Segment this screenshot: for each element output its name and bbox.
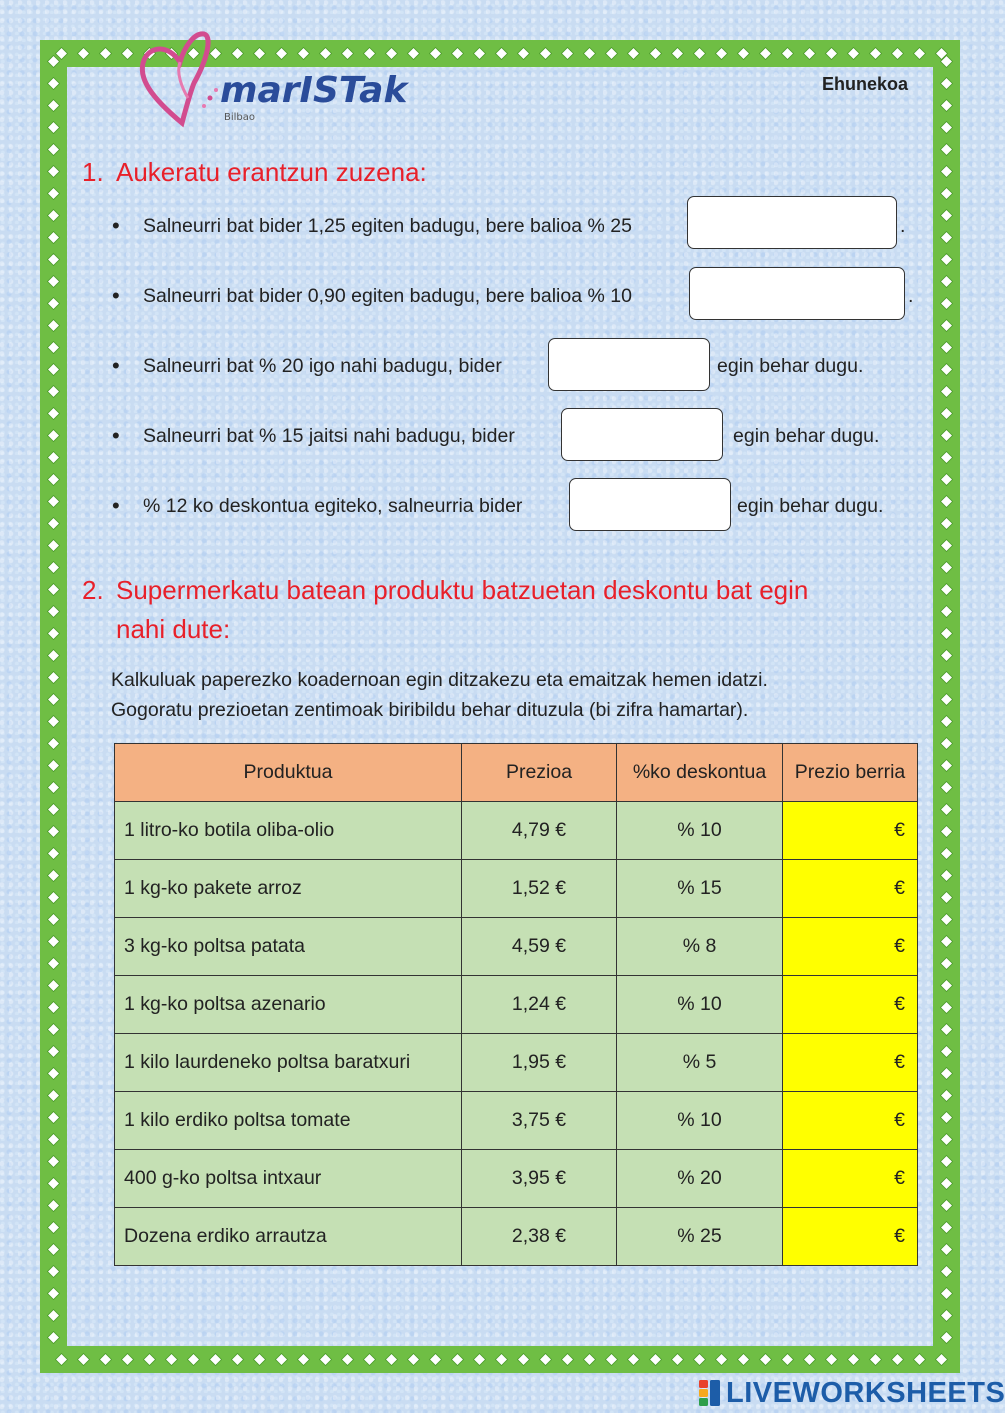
liveworksheets-logo-icon (698, 1379, 722, 1407)
table-row (115, 918, 918, 976)
header-new-price: Prezio berria (783, 744, 918, 802)
q1-item-5-after: egin behar dugu. (737, 495, 884, 517)
price-cell: 3,75 € (462, 1092, 617, 1150)
q2-title-line1: Supermerkatu batean produktu batzuetan deskontu bat egin (116, 575, 809, 605)
q2-instruction-1: Kalkuluak paperezko koadernoan egin ditzakezu eta emaitzak hemen idatzi. (111, 669, 768, 691)
q2-number: 2. (82, 575, 104, 605)
product-cell: 1 kilo erdiko poltsa tomate (115, 1092, 462, 1150)
q1-item-1-text: Salneurri bat bider 1,25 egiten badugu, bere balioa % 25 (143, 215, 632, 237)
discount-cell: % 10 (617, 1092, 783, 1150)
header-discount: %ko deskontua (617, 744, 783, 802)
price-cell: 4,59 € (462, 918, 617, 976)
q2-title (82, 571, 882, 649)
table-row (115, 1034, 918, 1092)
discount-cell: % 8 (617, 918, 783, 976)
price-cell: 1,95 € (462, 1034, 617, 1092)
product-cell: 400 g-ko poltsa intxaur (115, 1150, 462, 1208)
q2-title-line2: nahi dute: (116, 614, 231, 644)
bullet-icon: • (112, 493, 120, 518)
discount-cell: % 25 (617, 1208, 783, 1266)
price-cell: 1,52 € (462, 860, 617, 918)
q1-title-text: Aukeratu erantzun zuzena: (116, 157, 427, 187)
new-price-input[interactable]: € (783, 918, 918, 976)
q1-answer-box-5[interactable] (569, 478, 731, 531)
bullet-icon: • (112, 353, 120, 378)
price-cell: 2,38 € (462, 1208, 617, 1266)
product-cell: 1 kg-ko pakete arroz (115, 860, 462, 918)
new-price-input[interactable]: € (783, 1208, 918, 1266)
q1-item-3 (112, 340, 922, 392)
q1-answer-box-1[interactable] (687, 196, 897, 249)
q1-item-4-after: egin behar dugu. (733, 425, 880, 447)
header-price: Prezioa (462, 744, 617, 802)
q1-item-4 (112, 410, 922, 462)
products-table (114, 743, 918, 1266)
new-price-input[interactable]: € (783, 1092, 918, 1150)
topic-label: Ehunekoa (822, 74, 909, 94)
q1-item-5 (112, 480, 922, 532)
q1-item-4-text: Salneurri bat % 15 jaitsi nahi badugu, bider (143, 425, 515, 447)
bullet-icon: • (112, 283, 120, 308)
table-row (115, 860, 918, 918)
new-price-input[interactable]: € (783, 802, 918, 860)
header-product: Produktua (115, 744, 462, 802)
table-row (115, 1092, 918, 1150)
table-header-row (115, 744, 918, 802)
q1-item-2-text: Salneurri bat bider 0,90 egiten badugu, bere balioa % 10 (143, 285, 632, 307)
table-row (115, 1150, 918, 1208)
new-price-input[interactable]: € (783, 1150, 918, 1208)
table-row (115, 976, 918, 1034)
product-cell: 1 litro-ko botila oliba-olio (115, 802, 462, 860)
q2-instruction-2: Gogoratu prezioetan zentimoak biribildu behar dituzula (bi zifra hamartar). (111, 699, 749, 721)
heart-logo-icon (132, 28, 408, 128)
price-cell: 1,24 € (462, 976, 617, 1034)
table-row (115, 1208, 918, 1266)
q1-item-3-text: Salneurri bat % 20 igo nahi badugu, bider (143, 355, 502, 377)
q1-number: 1. (82, 157, 104, 187)
discount-cell: % 10 (617, 802, 783, 860)
table-row (115, 802, 918, 860)
product-cell: 3 kg-ko poltsa patata (115, 918, 462, 976)
discount-cell: % 10 (617, 976, 783, 1034)
new-price-input[interactable]: € (783, 1034, 918, 1092)
q1-item-1-after: . (900, 215, 906, 237)
q1-item-2 (112, 270, 922, 322)
logo-wordmark: marISTak (220, 70, 408, 111)
q1-title (82, 153, 582, 191)
q1-answer-box-2[interactable] (689, 267, 905, 320)
discount-cell: % 5 (617, 1034, 783, 1092)
discount-cell: % 20 (617, 1150, 783, 1208)
q1-answer-box-4[interactable] (561, 408, 723, 461)
new-price-input[interactable]: € (783, 976, 918, 1034)
discount-cell: % 15 (617, 860, 783, 918)
brand-wordmark: LIVEWORKSHEETS (726, 1377, 1005, 1409)
maristak-logo (132, 28, 408, 128)
q1-item-5-text: % 12 ko deskontua egiteko, salneurria bider (143, 495, 523, 517)
price-cell: 4,79 € (462, 802, 617, 860)
q1-item-1 (112, 200, 922, 252)
product-cell: 1 kg-ko poltsa azenario (115, 976, 462, 1034)
new-price-input[interactable]: € (783, 860, 918, 918)
price-cell: 3,95 € (462, 1150, 617, 1208)
q1-answer-box-3[interactable] (548, 338, 710, 391)
product-cell: 1 kilo laurdeneko poltsa baratxuri (115, 1034, 462, 1092)
logo-subtitle: Bilbao (224, 112, 256, 123)
q1-item-3-after: egin behar dugu. (717, 355, 864, 377)
product-cell: Dozena erdiko arrautza (115, 1208, 462, 1266)
bullet-icon: • (112, 213, 120, 238)
q1-item-2-after: . (908, 285, 914, 307)
bullet-icon: • (112, 423, 120, 448)
